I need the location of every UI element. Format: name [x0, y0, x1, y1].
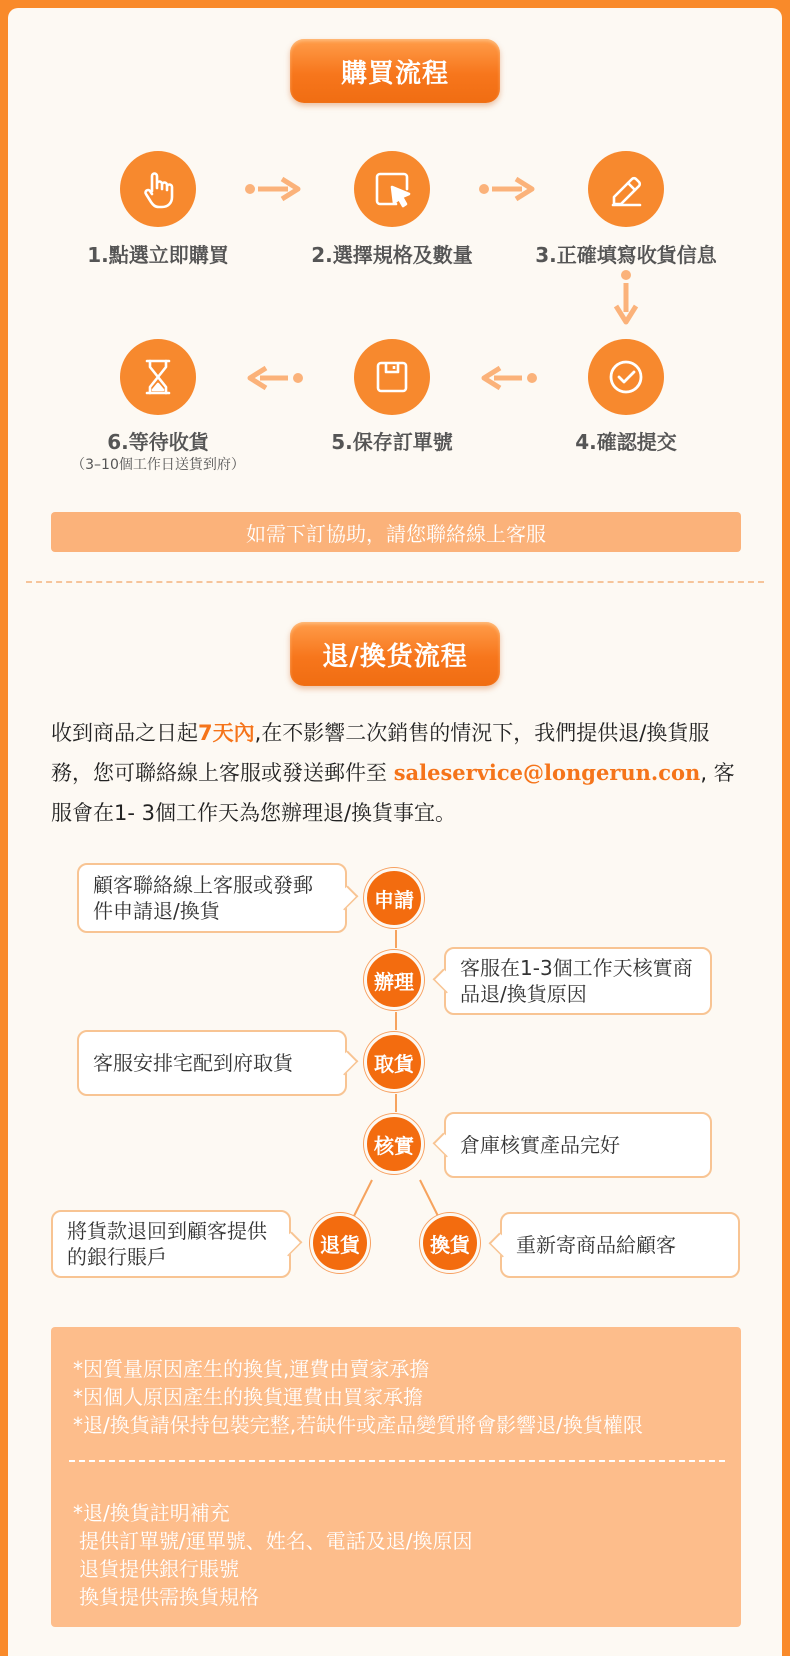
flow-connector [395, 1012, 397, 1030]
flow-connector [395, 930, 397, 948]
intro-text: , 客服會在1- 3個工作天為您辦理退/換貨事宜。 [51, 761, 735, 825]
node-verify-label: 核實 [374, 1133, 414, 1158]
node-apply [364, 868, 424, 928]
hand-pointer-icon [120, 151, 196, 227]
node-verify [364, 1114, 424, 1174]
bubble-exchange [500, 1212, 740, 1278]
step-3-label: 3.正確填寫收貨信息 [535, 243, 717, 267]
node-apply-label: 申請 [374, 887, 414, 912]
flow-branch [350, 1178, 444, 1218]
note-item: *因質量原因產生的換貨,運費由賣家承擔 [73, 1357, 430, 1381]
node-pickup-label: 取貨 [374, 1051, 414, 1076]
returns-title-text: 退/換货流程 [322, 641, 468, 672]
step-5-label: 5.保存訂單號 [331, 430, 453, 454]
node-pickup [364, 1032, 424, 1092]
intro-text: 收到商品之日起 [51, 721, 198, 745]
bubble-exchange-text: 重新寄商品給顧客 [516, 1233, 676, 1257]
note-extra-item: 換貨提供需換貨規格 [79, 1585, 259, 1609]
node-refund [310, 1213, 370, 1273]
returns-title [290, 622, 500, 686]
intro-text: ,在不影響二次銷售的情況下，我們提供退/換貨服務，您可聯絡線上客服或發送郵件至 [51, 721, 710, 785]
arrow-left-icon [478, 363, 538, 393]
cursor-select-icon [354, 151, 430, 227]
node-refund-label: 退貨 [320, 1232, 360, 1257]
pencil-icon [588, 151, 664, 227]
returns-intro [51, 713, 751, 833]
bubble-handle [444, 947, 712, 1015]
save-icon [354, 339, 430, 415]
flow-connector [395, 1094, 397, 1112]
help-bar[interactable] [51, 512, 741, 552]
purchase-title-text: 購買流程 [340, 58, 449, 89]
step-4-label: 4.確認提交 [575, 430, 677, 454]
bubble-handle-text: 客服在1-3個工作天核實商品退/換貨原因 [460, 956, 693, 1006]
hourglass-icon [120, 339, 196, 415]
note-item: *退/換貨請保持包裝完整,若缺件或產品變質將會影響退/換貨權限 [73, 1413, 643, 1437]
note-extra-title: *退/換貨註明補充 [73, 1501, 230, 1525]
bubble-verify [444, 1112, 712, 1178]
notes-divider [69, 1460, 725, 1462]
step-6-sub: （3–10個工作日送貨到府） [71, 457, 245, 473]
note-item: *因個人原因產生的換貨運費由買家承擔 [73, 1385, 423, 1409]
node-handle-label: 辦理 [374, 969, 414, 994]
arrow-right-icon [244, 174, 304, 204]
bubble-verify-text: 倉庫核實產品完好 [460, 1133, 620, 1157]
step-1-label: 1.點選立即購買 [87, 243, 229, 267]
node-exchange-label: 換貨 [430, 1232, 470, 1257]
bubble-pickup-text: 客服安排宅配到府取貨 [93, 1051, 293, 1075]
bubble-apply [77, 863, 347, 933]
step-2-label: 2.選擇規格及數量 [311, 243, 473, 267]
bubble-apply-text: 顧客聯絡線上客服或發郵件申請退/換貨 [93, 873, 313, 923]
bubble-refund-text: 將貨款退回到顧客提供的銀行賬戶 [67, 1219, 267, 1269]
intro-highlight: 7天內 [198, 721, 255, 745]
node-exchange [420, 1213, 480, 1273]
arrow-left-icon [244, 363, 304, 393]
section-divider [26, 581, 764, 583]
step-6-label: 6.等待收貨 [107, 430, 209, 454]
node-handle [364, 950, 424, 1010]
bubble-pickup [77, 1030, 347, 1096]
note-extra-item: 退貨提供銀行賬號 [79, 1557, 239, 1581]
check-circle-icon [588, 339, 664, 415]
email-link[interactable]: saleservice@longerun.con [393, 760, 701, 785]
help-text: 如需下訂協助，請您聯絡線上客服 [246, 521, 546, 546]
notes-box [51, 1327, 741, 1627]
arrow-right-icon [478, 174, 538, 204]
arrow-down-icon [611, 268, 641, 328]
bubble-refund [51, 1210, 291, 1278]
note-extra-item: 提供訂單號/運單號、姓名、電話及退/換原因 [79, 1529, 473, 1553]
purchase-title [290, 39, 500, 103]
